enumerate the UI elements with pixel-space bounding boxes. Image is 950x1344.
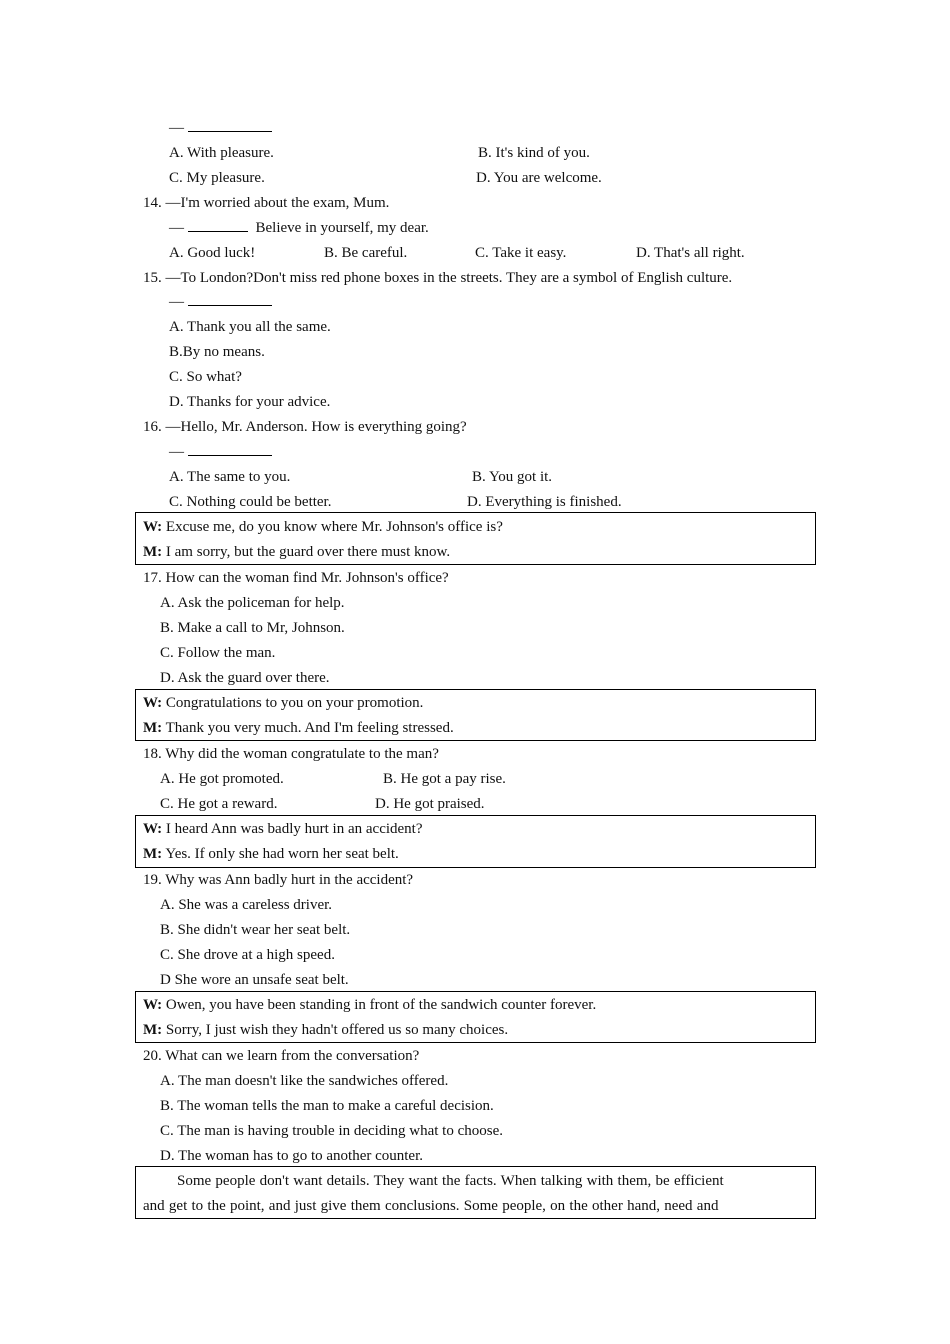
q15-answer-line: — bbox=[169, 292, 272, 312]
q14-option-d[interactable]: D. That's all right. bbox=[636, 245, 745, 261]
q19-option-a[interactable]: A. She was a careless driver. bbox=[160, 897, 333, 913]
q16-option-c[interactable]: C. Nothing could be better. bbox=[169, 494, 332, 510]
q19-option-c[interactable]: C. She drove at a high speed. bbox=[160, 947, 335, 963]
dialog18-woman: W: Congratulations to you on your promotion. bbox=[143, 695, 424, 711]
dialog19-man: M: Yes. If only she had worn her seat belt. bbox=[143, 846, 399, 862]
q14-answer-line: — Believe in yourself, my dear. bbox=[169, 220, 429, 236]
q20-option-a[interactable]: A. The man doesn't like the sandwiches offered. bbox=[160, 1073, 449, 1089]
answer-blank[interactable] bbox=[188, 293, 272, 306]
q16-option-d[interactable]: D. Everything is finished. bbox=[467, 494, 622, 510]
q17-option-d[interactable]: D. Ask the guard over there. bbox=[160, 670, 330, 686]
q20-question: 20. What can we learn from the conversation? bbox=[143, 1048, 420, 1064]
q13-option-b[interactable]: B. It's kind of you. bbox=[478, 145, 590, 161]
answer-blank[interactable] bbox=[188, 219, 248, 232]
q14-option-c[interactable]: C. Take it easy. bbox=[475, 245, 567, 261]
q13-answer-line: — bbox=[169, 118, 272, 138]
q15-option-c[interactable]: C. So what? bbox=[169, 369, 242, 385]
q18-option-d[interactable]: D. He got praised. bbox=[375, 796, 485, 812]
q16-option-b[interactable]: B. You got it. bbox=[472, 469, 553, 485]
dialog20-man: M: Sorry, I just wish they hadn't offered us so many choices. bbox=[143, 1022, 509, 1038]
dialog18-man: M: Thank you very much. And I'm feeling stressed. bbox=[143, 720, 454, 736]
q19-question: 19. Why was Ann badly hurt in the accident? bbox=[143, 872, 414, 888]
q16-answer-line: — bbox=[169, 442, 272, 462]
q15-option-d[interactable]: D. Thanks for your advice. bbox=[169, 394, 331, 410]
q20-option-c[interactable]: C. The man is having trouble in deciding what to choose. bbox=[160, 1123, 503, 1139]
q15-prompt: 15. —To London?Don't miss red phone boxes in the streets. They are a symbol of English culture. bbox=[143, 270, 733, 286]
passage-line-1: Some people don't want details. They want the facts. When talking with them, be efficient bbox=[177, 1173, 724, 1189]
dialog17-man: M: I am sorry, but the guard over there must know. bbox=[143, 544, 451, 560]
q20-option-b[interactable]: B. The woman tells the man to make a careful decision. bbox=[160, 1098, 494, 1114]
q18-option-c[interactable]: C. He got a reward. bbox=[160, 796, 278, 812]
passage-line-2: and get to the point, and just give them conclusions. Some people, on the other hand, need and bbox=[143, 1198, 719, 1214]
q20-option-d[interactable]: D. The woman has to go to another counter. bbox=[160, 1148, 423, 1164]
q17-option-b[interactable]: B. Make a call to Mr, Johnson. bbox=[160, 620, 345, 636]
dialog19-woman: W: I heard Ann was badly hurt in an accident? bbox=[143, 821, 423, 837]
q14-option-b[interactable]: B. Be careful. bbox=[324, 245, 408, 261]
q18-question: 18. Why did the woman congratulate to the man? bbox=[143, 746, 439, 762]
q14-option-a[interactable]: A. Good luck! bbox=[169, 245, 256, 261]
q19-option-b[interactable]: B. She didn't wear her seat belt. bbox=[160, 922, 351, 938]
q13-option-a[interactable]: A. With pleasure. bbox=[169, 145, 274, 161]
q18-option-a[interactable]: A. He got promoted. bbox=[160, 771, 284, 787]
dialog20-woman: W: Owen, you have been standing in front of the sandwich counter forever. bbox=[143, 997, 597, 1013]
q14-prompt: 14. —I'm worried about the exam, Mum. bbox=[143, 195, 390, 211]
q13-option-c[interactable]: C. My pleasure. bbox=[169, 170, 265, 186]
q16-option-a[interactable]: A. The same to you. bbox=[169, 469, 291, 485]
answer-blank[interactable] bbox=[188, 119, 272, 132]
q18-option-b[interactable]: B. He got a pay rise. bbox=[383, 771, 506, 787]
q15-option-a[interactable]: A. Thank you all the same. bbox=[169, 319, 331, 335]
q17-option-c[interactable]: C. Follow the man. bbox=[160, 645, 276, 661]
q19-option-d[interactable]: D She wore an unsafe seat belt. bbox=[160, 972, 349, 988]
answer-blank[interactable] bbox=[188, 443, 272, 456]
q17-question: 17. How can the woman find Mr. Johnson's office? bbox=[143, 570, 449, 586]
q13-option-d[interactable]: D. You are welcome. bbox=[476, 170, 602, 186]
q16-prompt: 16. —Hello, Mr. Anderson. How is everything going? bbox=[143, 419, 467, 435]
dialog17-woman: W: Excuse me, do you know where Mr. Johnson's office is? bbox=[143, 519, 503, 535]
q17-option-a[interactable]: A. Ask the policeman for help. bbox=[160, 595, 345, 611]
q15-option-b[interactable]: B.By no means. bbox=[169, 344, 265, 360]
